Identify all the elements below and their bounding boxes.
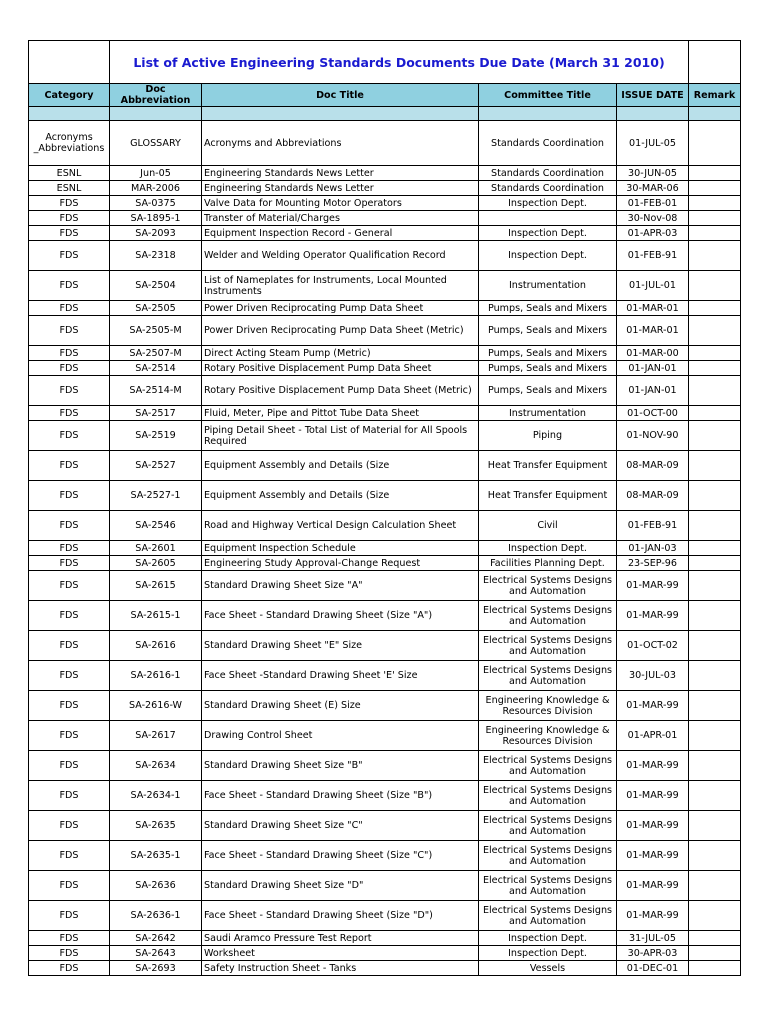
issue-date-cell: 01-JAN-01 bbox=[617, 376, 689, 406]
abbreviation-cell: SA-2635 bbox=[110, 811, 202, 841]
remark-cell bbox=[689, 406, 741, 421]
doc-title-cell: Face Sheet - Standard Drawing Sheet (Size "B") bbox=[202, 781, 479, 811]
committee-cell: Pumps, Seals and Mixers bbox=[479, 301, 617, 316]
table-row bbox=[29, 301, 741, 316]
remark-cell bbox=[689, 346, 741, 361]
table-row bbox=[29, 406, 741, 421]
table-row bbox=[29, 811, 741, 841]
category-cell: FDS bbox=[29, 211, 110, 226]
title-row bbox=[29, 41, 741, 84]
issue-date-cell: 01-JUL-05 bbox=[617, 121, 689, 166]
table-row bbox=[29, 211, 741, 226]
committee-cell: Inspection Dept. bbox=[479, 196, 617, 211]
issue-date-cell: 30-MAR-06 bbox=[617, 181, 689, 196]
remark-cell bbox=[689, 841, 741, 871]
doc-title-cell: Saudi Aramco Pressure Test Report bbox=[202, 931, 479, 946]
remark-cell bbox=[689, 376, 741, 406]
issue-date-cell: 01-MAR-99 bbox=[617, 601, 689, 631]
abbreviation-cell: SA-2636 bbox=[110, 871, 202, 901]
issue-date-cell: 01-APR-01 bbox=[617, 721, 689, 751]
issue-date-cell: 01-APR-03 bbox=[617, 226, 689, 241]
doc-title-cell: Standard Drawing Sheet "E" Size bbox=[202, 631, 479, 661]
remark-cell bbox=[689, 451, 741, 481]
doc-title-cell: Valve Data for Mounting Motor Operators bbox=[202, 196, 479, 211]
category-cell: FDS bbox=[29, 931, 110, 946]
committee-cell: Standards Coordination bbox=[479, 166, 617, 181]
doc-title-cell: Equipment Inspection Schedule bbox=[202, 541, 479, 556]
table-row bbox=[29, 841, 741, 871]
remark-cell bbox=[689, 316, 741, 346]
abbreviation-cell: SA-2505 bbox=[110, 301, 202, 316]
doc-title-cell: Face Sheet - Standard Drawing Sheet (Size "C") bbox=[202, 841, 479, 871]
abbreviation-cell: SA-2505-M bbox=[110, 316, 202, 346]
remark-cell bbox=[689, 196, 741, 211]
issue-date-cell: 01-MAR-99 bbox=[617, 571, 689, 601]
blank-separator-row bbox=[29, 107, 741, 121]
abbreviation-cell: SA-2615 bbox=[110, 571, 202, 601]
abbreviation-cell: SA-2636-1 bbox=[110, 901, 202, 931]
table-row bbox=[29, 601, 741, 631]
category-cell: FDS bbox=[29, 751, 110, 781]
column-header-doc-title: Doc Title bbox=[202, 84, 479, 107]
remark-cell bbox=[689, 691, 741, 721]
abbreviation-cell: SA-2519 bbox=[110, 421, 202, 451]
committee-cell: Electrical Systems Designs and Automation bbox=[479, 871, 617, 901]
abbreviation-cell: SA-2601 bbox=[110, 541, 202, 556]
committee-cell: Electrical Systems Designs and Automation bbox=[479, 661, 617, 691]
issue-date-cell: 01-MAR-99 bbox=[617, 781, 689, 811]
remark-cell bbox=[689, 931, 741, 946]
remark-cell bbox=[689, 571, 741, 601]
remark-cell bbox=[689, 946, 741, 961]
doc-title-cell: Equipment Assembly and Details (Size bbox=[202, 481, 479, 511]
table-row bbox=[29, 946, 741, 961]
abbreviation-cell: SA-2617 bbox=[110, 721, 202, 751]
table-row bbox=[29, 751, 741, 781]
table-row bbox=[29, 376, 741, 406]
doc-title-cell: Face Sheet - Standard Drawing Sheet (Size "A") bbox=[202, 601, 479, 631]
remark-cell bbox=[689, 811, 741, 841]
table-row bbox=[29, 961, 741, 976]
title-spacer-cell bbox=[29, 41, 110, 84]
category-cell: FDS bbox=[29, 361, 110, 376]
table-row bbox=[29, 316, 741, 346]
doc-title-cell: List of Nameplates for Instruments, Local Mounted Instruments bbox=[202, 271, 479, 301]
remark-cell bbox=[689, 661, 741, 691]
category-cell: FDS bbox=[29, 301, 110, 316]
doc-title-cell: Face Sheet -Standard Drawing Sheet 'E' Size bbox=[202, 661, 479, 691]
standards-table bbox=[28, 40, 741, 976]
committee-cell: Instrumentation bbox=[479, 271, 617, 301]
doc-title-cell: Rotary Positive Displacement Pump Data Sheet bbox=[202, 361, 479, 376]
table-row bbox=[29, 346, 741, 361]
abbreviation-cell: SA-0375 bbox=[110, 196, 202, 211]
remark-cell bbox=[689, 481, 741, 511]
remark-cell bbox=[689, 181, 741, 196]
table-row bbox=[29, 196, 741, 211]
committee-cell: Electrical Systems Designs and Automation bbox=[479, 901, 617, 931]
table-row bbox=[29, 226, 741, 241]
issue-date-cell: 31-JUL-05 bbox=[617, 931, 689, 946]
doc-title-cell: Equipment Inspection Record - General bbox=[202, 226, 479, 241]
category-cell: FDS bbox=[29, 541, 110, 556]
issue-date-cell: 01-DEC-01 bbox=[617, 961, 689, 976]
doc-title-cell: Rotary Positive Displacement Pump Data Sheet (Metric) bbox=[202, 376, 479, 406]
abbreviation-cell: SA-2634-1 bbox=[110, 781, 202, 811]
committee-cell: Standards Coordination bbox=[479, 121, 617, 166]
table-row bbox=[29, 871, 741, 901]
doc-title-cell: Power Driven Reciprocating Pump Data Sheet bbox=[202, 301, 479, 316]
category-cell: ESNL bbox=[29, 166, 110, 181]
issue-date-cell: 01-MAR-00 bbox=[617, 346, 689, 361]
issue-date-cell: 01-NOV-90 bbox=[617, 421, 689, 451]
remark-cell bbox=[689, 541, 741, 556]
category-cell: FDS bbox=[29, 511, 110, 541]
issue-date-cell: 08-MAR-09 bbox=[617, 481, 689, 511]
issue-date-cell: 23-SEP-96 bbox=[617, 556, 689, 571]
category-cell: FDS bbox=[29, 841, 110, 871]
issue-date-cell: 01-JAN-01 bbox=[617, 361, 689, 376]
doc-title-cell: Welder and Welding Operator Qualification Record bbox=[202, 241, 479, 271]
remark-cell bbox=[689, 901, 741, 931]
issue-date-cell: 01-OCT-00 bbox=[617, 406, 689, 421]
doc-title-cell: Piping Detail Sheet - Total List of Material for All Spools Required bbox=[202, 421, 479, 451]
table-row bbox=[29, 691, 741, 721]
issue-date-cell: 01-OCT-02 bbox=[617, 631, 689, 661]
abbreviation-cell: SA-2318 bbox=[110, 241, 202, 271]
issue-date-cell: 30-Nov-08 bbox=[617, 211, 689, 226]
committee-cell: Inspection Dept. bbox=[479, 541, 617, 556]
category-cell: FDS bbox=[29, 196, 110, 211]
category-cell: FDS bbox=[29, 661, 110, 691]
remark-cell bbox=[689, 361, 741, 376]
abbreviation-cell: Jun-05 bbox=[110, 166, 202, 181]
doc-title-cell: Standard Drawing Sheet Size "D" bbox=[202, 871, 479, 901]
category-cell: FDS bbox=[29, 346, 110, 361]
table-body bbox=[29, 41, 741, 976]
doc-title-cell: Safety Instruction Sheet - Tanks bbox=[202, 961, 479, 976]
issue-date-cell: 01-FEB-01 bbox=[617, 196, 689, 211]
table-row bbox=[29, 166, 741, 181]
abbreviation-cell: SA-2507-M bbox=[110, 346, 202, 361]
header-row bbox=[29, 84, 741, 107]
remark-cell bbox=[689, 166, 741, 181]
category-cell: FDS bbox=[29, 451, 110, 481]
doc-title-cell: Face Sheet - Standard Drawing Sheet (Size "D") bbox=[202, 901, 479, 931]
committee-cell: Electrical Systems Designs and Automation bbox=[479, 811, 617, 841]
issue-date-cell: 01-MAR-01 bbox=[617, 301, 689, 316]
remark-cell bbox=[689, 226, 741, 241]
remark-cell bbox=[689, 601, 741, 631]
doc-title-cell: Direct Acting Steam Pump (Metric) bbox=[202, 346, 479, 361]
issue-date-cell: 01-FEB-91 bbox=[617, 511, 689, 541]
abbreviation-cell: GLOSSARY bbox=[110, 121, 202, 166]
issue-date-cell: 01-JAN-03 bbox=[617, 541, 689, 556]
issue-date-cell: 01-MAR-01 bbox=[617, 316, 689, 346]
abbreviation-cell: MAR-2006 bbox=[110, 181, 202, 196]
abbreviation-cell: SA-2093 bbox=[110, 226, 202, 241]
doc-title-cell: Engineering Study Approval-Change Request bbox=[202, 556, 479, 571]
abbreviation-cell: SA-2605 bbox=[110, 556, 202, 571]
committee-cell: Electrical Systems Designs and Automation bbox=[479, 571, 617, 601]
committee-cell: Electrical Systems Designs and Automation bbox=[479, 631, 617, 661]
issue-date-cell: 01-JUL-01 bbox=[617, 271, 689, 301]
table-row bbox=[29, 511, 741, 541]
category-cell: FDS bbox=[29, 721, 110, 751]
abbreviation-cell: SA-2527-1 bbox=[110, 481, 202, 511]
issue-date-cell: 01-MAR-99 bbox=[617, 871, 689, 901]
category-cell: FDS bbox=[29, 946, 110, 961]
page-title: List of Active Engineering Standards Documents Due Date (March 31 2010) bbox=[110, 41, 689, 84]
committee-cell: Engineering Knowledge & Resources Division bbox=[479, 721, 617, 751]
abbreviation-cell: SA-2616 bbox=[110, 631, 202, 661]
issue-date-cell: 01-MAR-99 bbox=[617, 841, 689, 871]
category-cell: FDS bbox=[29, 271, 110, 301]
committee-cell: Inspection Dept. bbox=[479, 946, 617, 961]
abbreviation-cell: SA-2514-M bbox=[110, 376, 202, 406]
remark-cell bbox=[689, 511, 741, 541]
doc-title-cell: Worksheet bbox=[202, 946, 479, 961]
issue-date-cell: 01-FEB-91 bbox=[617, 241, 689, 271]
doc-title-cell: Engineering Standards News Letter bbox=[202, 166, 479, 181]
table-row bbox=[29, 121, 741, 166]
category-cell: Acronyms _Abbreviations bbox=[29, 121, 110, 166]
committee-cell: Pumps, Seals and Mixers bbox=[479, 361, 617, 376]
doc-title-cell: Transter of Material/Charges bbox=[202, 211, 479, 226]
abbreviation-cell: SA-1895-1 bbox=[110, 211, 202, 226]
category-cell: FDS bbox=[29, 601, 110, 631]
committee-cell: Electrical Systems Designs and Automation bbox=[479, 751, 617, 781]
issue-date-cell: 01-MAR-99 bbox=[617, 901, 689, 931]
category-cell: FDS bbox=[29, 631, 110, 661]
issue-date-cell: 30-JUN-05 bbox=[617, 166, 689, 181]
remark-cell bbox=[689, 781, 741, 811]
table-row bbox=[29, 631, 741, 661]
abbreviation-cell: SA-2615-1 bbox=[110, 601, 202, 631]
category-cell: FDS bbox=[29, 376, 110, 406]
title-remark-cell bbox=[689, 41, 741, 84]
abbreviation-cell: SA-2616-W bbox=[110, 691, 202, 721]
committee-cell: Vessels bbox=[479, 961, 617, 976]
abbreviation-cell: SA-2642 bbox=[110, 931, 202, 946]
doc-title-cell: Power Driven Reciprocating Pump Data Sheet (Metric) bbox=[202, 316, 479, 346]
committee-cell: Facilities Planning Dept. bbox=[479, 556, 617, 571]
column-header-remark: Remark bbox=[689, 84, 741, 107]
abbreviation-cell: SA-2546 bbox=[110, 511, 202, 541]
abbreviation-cell: SA-2693 bbox=[110, 961, 202, 976]
table-row bbox=[29, 541, 741, 556]
category-cell: FDS bbox=[29, 481, 110, 511]
category-cell: FDS bbox=[29, 421, 110, 451]
table-row bbox=[29, 556, 741, 571]
abbreviation-cell: SA-2527 bbox=[110, 451, 202, 481]
table-row bbox=[29, 271, 741, 301]
remark-cell bbox=[689, 211, 741, 226]
category-cell: FDS bbox=[29, 691, 110, 721]
doc-title-cell: Equipment Assembly and Details (Size bbox=[202, 451, 479, 481]
remark-cell bbox=[689, 556, 741, 571]
doc-title-cell: Standard Drawing Sheet (E) Size bbox=[202, 691, 479, 721]
committee-cell: Heat Transfer Equipment bbox=[479, 481, 617, 511]
table-row bbox=[29, 661, 741, 691]
category-cell: FDS bbox=[29, 406, 110, 421]
category-cell: FDS bbox=[29, 556, 110, 571]
remark-cell bbox=[689, 871, 741, 901]
remark-cell bbox=[689, 631, 741, 661]
remark-cell bbox=[689, 961, 741, 976]
doc-title-cell: Road and Highway Vertical Design Calculation Sheet bbox=[202, 511, 479, 541]
committee-cell: Pumps, Seals and Mixers bbox=[479, 316, 617, 346]
remark-cell bbox=[689, 271, 741, 301]
category-cell: FDS bbox=[29, 226, 110, 241]
committee-cell: Pumps, Seals and Mixers bbox=[479, 376, 617, 406]
issue-date-cell: 01-MAR-99 bbox=[617, 751, 689, 781]
table-row bbox=[29, 901, 741, 931]
category-cell: ESNL bbox=[29, 181, 110, 196]
issue-date-cell: 30-JUL-03 bbox=[617, 661, 689, 691]
committee-cell: Piping bbox=[479, 421, 617, 451]
committee-cell: Electrical Systems Designs and Automation bbox=[479, 841, 617, 871]
table-row bbox=[29, 481, 741, 511]
column-header-committee-title: Committee Title bbox=[479, 84, 617, 107]
doc-title-cell: Acronyms and Abbreviations bbox=[202, 121, 479, 166]
table-row bbox=[29, 451, 741, 481]
doc-title-cell: Fluid, Meter, Pipe and Pittot Tube Data Sheet bbox=[202, 406, 479, 421]
table-row bbox=[29, 181, 741, 196]
category-cell: FDS bbox=[29, 781, 110, 811]
category-cell: FDS bbox=[29, 871, 110, 901]
doc-title-cell: Standard Drawing Sheet Size "C" bbox=[202, 811, 479, 841]
category-cell: FDS bbox=[29, 571, 110, 601]
abbreviation-cell: SA-2504 bbox=[110, 271, 202, 301]
abbreviation-cell: SA-2517 bbox=[110, 406, 202, 421]
committee-cell: Electrical Systems Designs and Automation bbox=[479, 601, 617, 631]
doc-title-cell: Standard Drawing Sheet Size "B" bbox=[202, 751, 479, 781]
abbreviation-cell: SA-2643 bbox=[110, 946, 202, 961]
abbreviation-cell: SA-2635-1 bbox=[110, 841, 202, 871]
remark-cell bbox=[689, 121, 741, 166]
doc-title-cell: Engineering Standards News Letter bbox=[202, 181, 479, 196]
committee-cell: Inspection Dept. bbox=[479, 226, 617, 241]
abbreviation-cell: SA-2634 bbox=[110, 751, 202, 781]
committee-cell: Pumps, Seals and Mixers bbox=[479, 346, 617, 361]
category-cell: FDS bbox=[29, 961, 110, 976]
abbreviation-cell: SA-2616-1 bbox=[110, 661, 202, 691]
remark-cell bbox=[689, 241, 741, 271]
issue-date-cell: 01-MAR-99 bbox=[617, 811, 689, 841]
remark-cell bbox=[689, 301, 741, 316]
committee-cell: Standards Coordination bbox=[479, 181, 617, 196]
committee-cell: Inspection Dept. bbox=[479, 241, 617, 271]
remark-cell bbox=[689, 421, 741, 451]
table-row bbox=[29, 781, 741, 811]
issue-date-cell: 30-APR-03 bbox=[617, 946, 689, 961]
doc-title-cell: Standard Drawing Sheet Size "A" bbox=[202, 571, 479, 601]
committee-cell bbox=[479, 211, 617, 226]
table-row bbox=[29, 571, 741, 601]
table-row bbox=[29, 931, 741, 946]
doc-title-cell: Drawing Control Sheet bbox=[202, 721, 479, 751]
category-cell: FDS bbox=[29, 811, 110, 841]
table-row bbox=[29, 721, 741, 751]
committee-cell: Engineering Knowledge & Resources Division bbox=[479, 691, 617, 721]
committee-cell: Inspection Dept. bbox=[479, 931, 617, 946]
category-cell: FDS bbox=[29, 316, 110, 346]
committee-cell: Electrical Systems Designs and Automation bbox=[479, 781, 617, 811]
column-header-category: Category bbox=[29, 84, 110, 107]
table-row bbox=[29, 241, 741, 271]
table-row bbox=[29, 421, 741, 451]
remark-cell bbox=[689, 721, 741, 751]
category-cell: FDS bbox=[29, 901, 110, 931]
committee-cell: Heat Transfer Equipment bbox=[479, 451, 617, 481]
category-cell: FDS bbox=[29, 241, 110, 271]
remark-cell bbox=[689, 751, 741, 781]
column-header-issue-date: ISSUE DATE bbox=[617, 84, 689, 107]
table-row bbox=[29, 361, 741, 376]
committee-cell: Instrumentation bbox=[479, 406, 617, 421]
column-header-doc-abbreviation: Doc Abbreviation bbox=[110, 84, 202, 107]
issue-date-cell: 08-MAR-09 bbox=[617, 451, 689, 481]
abbreviation-cell: SA-2514 bbox=[110, 361, 202, 376]
issue-date-cell: 01-MAR-99 bbox=[617, 691, 689, 721]
committee-cell: Civil bbox=[479, 511, 617, 541]
